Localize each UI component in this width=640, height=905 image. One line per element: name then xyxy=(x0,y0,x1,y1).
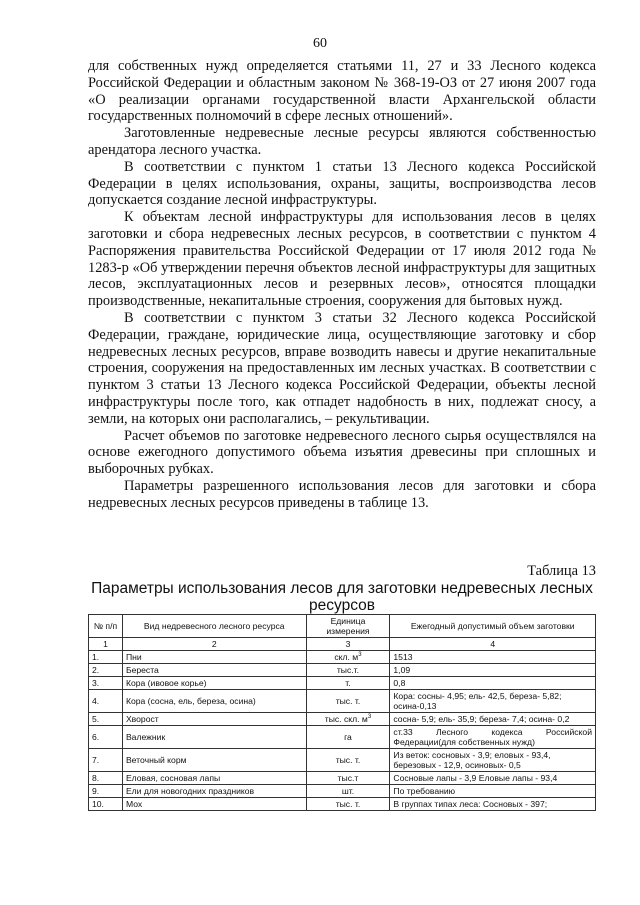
resource-cell: Еловая, сосновая лапы xyxy=(122,772,306,785)
volume-cell: сосна- 5,9; ель- 35,9; береза- 7,4; осина- 0,2 xyxy=(390,713,596,726)
paragraph: Расчет объемов по заготовке недревесного лесного сырья осуществлялся на основе ежегодного допустимого объема изъятия древесины при сплошных и выборочных рубках. xyxy=(88,427,596,478)
unit-superscript: 3 xyxy=(358,652,362,659)
volume-cell: Сосновые лапы - 3,9 Еловые лапы - 93,4 xyxy=(390,772,596,785)
paragraph: Параметры разрешенного использования лесов для заготовки и сбора недревесных лесных ресурсов приведены в таблице 13. xyxy=(88,477,596,511)
row-number: 9. xyxy=(89,785,123,798)
row-number: 10. xyxy=(89,798,123,811)
resource-cell: Хворост xyxy=(122,713,306,726)
resource-cell: Кора (ивовое корье) xyxy=(122,677,306,690)
paragraph: Заготовленные недревесные лесные ресурсы являются собственностью арендатора лесного участка. xyxy=(88,125,596,158)
unit-cell: т. xyxy=(306,677,390,690)
volume-cell: По требованию xyxy=(390,785,596,798)
header-number-cell: 1 xyxy=(89,638,123,651)
table-row xyxy=(89,785,596,798)
row-number: 5. xyxy=(89,713,123,726)
header-cell: № п/п xyxy=(89,615,123,638)
unit-cell: тыс. т. xyxy=(306,749,390,772)
header-cell: Ежегодный допустимый объем заготовки xyxy=(390,615,596,638)
table-row xyxy=(89,713,596,726)
table-title: Параметры использования лесов для заготовки недревесных лесных ресурсов xyxy=(91,580,593,614)
table-row xyxy=(89,772,596,785)
row-number: 4. xyxy=(89,690,123,713)
row-number: 2. xyxy=(89,664,123,677)
resource-cell: Береста xyxy=(122,664,306,677)
paragraph: К объектам лесной инфраструктуры для использования лесов в целях заготовки и сбора недревесных лесных ресурсов, в соответствии с пунктом 4 Распоряжения правительства Российской Федерации от 17 июля 2012 года № 1283-р «Об утверждении перечня объектов лесной инфраструктуры для защитных лесов, эксплуатационных лесов и резервных лесов», относятся площадки производственные, некапитальные строения, сооружения для бытовых нужд. xyxy=(88,209,596,310)
page-number: 60 xyxy=(313,36,327,51)
unit-cell: тыс.т xyxy=(306,772,390,785)
row-number: 1. xyxy=(89,651,123,664)
header-cell: Вид недревесного лесного ресурса xyxy=(122,615,306,638)
unit-cell: тыс. т. xyxy=(306,690,390,713)
volume-cell: Кора: сосны- 4,95; ель- 42,5, береза- 5,82; осина-0,13 xyxy=(390,690,596,713)
resource-cell: Мох xyxy=(122,798,306,811)
paragraph: В соответствии с пунктом 3 статьи 32 Лесного кодекса Российской Федерации, граждане, юридические лица, осуществляющие заготовку и сбор недревесных лесных ресурсов, вправе возводить навесы и другие некапитальные строения, сооружения на предоставленных им лесных участках. В соответствии с пунктом 3 статьи 13 Лесного кодекса Российской Федерации, объекты лесной инфраструктуры после того, как отпадет надобность в них, подлежат сносу, а земли, на которых они располагались, – рекультивации. xyxy=(88,309,596,427)
unit-text: скл. м xyxy=(334,652,359,662)
row-number: 8. xyxy=(89,772,123,785)
volume-cell: Из веток: сосновых - 3,9; еловых - 93,4, березовых - 12,9, осиновых- 0,5 xyxy=(390,749,596,772)
unit-cell: шт. xyxy=(306,785,390,798)
header-cell: Единица измерения xyxy=(306,615,390,638)
table-row xyxy=(89,726,596,749)
header-number-cell: 2 xyxy=(122,638,306,651)
table-row xyxy=(89,677,596,690)
unit-cell: тыс. т. xyxy=(306,798,390,811)
resource-cell: Ели для новогодних праздников xyxy=(122,785,306,798)
volume-cell: 0,8 xyxy=(390,677,596,690)
body-text xyxy=(88,58,596,512)
table-header-row xyxy=(89,615,596,638)
table-row xyxy=(89,690,596,713)
table-row xyxy=(89,798,596,811)
row-number: 7. xyxy=(89,749,123,772)
paragraph: В соответствии с пунктом 1 статьи 13 Лесного кодекса Российской Федерации в целях использования, охраны, защиты, воспроизводства лесов допускается создание лесной инфраструктуры. xyxy=(88,158,596,209)
unit-cell: тыс.т. xyxy=(306,664,390,677)
parameters-table xyxy=(88,614,596,811)
row-number: 6. xyxy=(89,726,123,749)
header-number-cell: 4 xyxy=(390,638,596,651)
resource-cell: Веточный корм xyxy=(122,749,306,772)
volume-cell: 1,09 xyxy=(390,664,596,677)
unit-cell: га xyxy=(306,726,390,749)
volume-cell: В группах типах леса: Сосновых - 397; xyxy=(390,798,596,811)
unit-cell xyxy=(306,651,390,664)
unit-superscript: 3 xyxy=(367,714,372,721)
table-row xyxy=(89,749,596,772)
resource-cell: Валежник xyxy=(122,726,306,749)
unit-text: тыс. скл. м xyxy=(324,714,368,724)
row-number: 3. xyxy=(89,677,123,690)
table-header-numbers-row xyxy=(89,638,596,651)
volume-cell: ст.33 Лесного кодекса Российской Федерации(для собственных нужд) xyxy=(390,726,596,749)
table-row xyxy=(89,664,596,677)
table-label: Таблица 13 xyxy=(527,563,596,579)
paragraph: для собственных нужд определяется статьями 11, 27 и 33 Лесного кодекса Российской Федерации и областным законом № 368-19-ОЗ от 27 июня 2007 года «О реализации органами государственной власти Архангельской области государственных полномочий в сфере лесных отношений». xyxy=(88,58,596,125)
volume-cell: 1513 xyxy=(390,651,596,664)
unit-cell xyxy=(306,713,390,726)
resource-cell: Кора (сосна, ель, береза, осина) xyxy=(122,690,306,713)
table-row xyxy=(89,651,596,664)
header-number-cell: 3 xyxy=(306,638,390,651)
resource-cell: Пни xyxy=(122,651,306,664)
